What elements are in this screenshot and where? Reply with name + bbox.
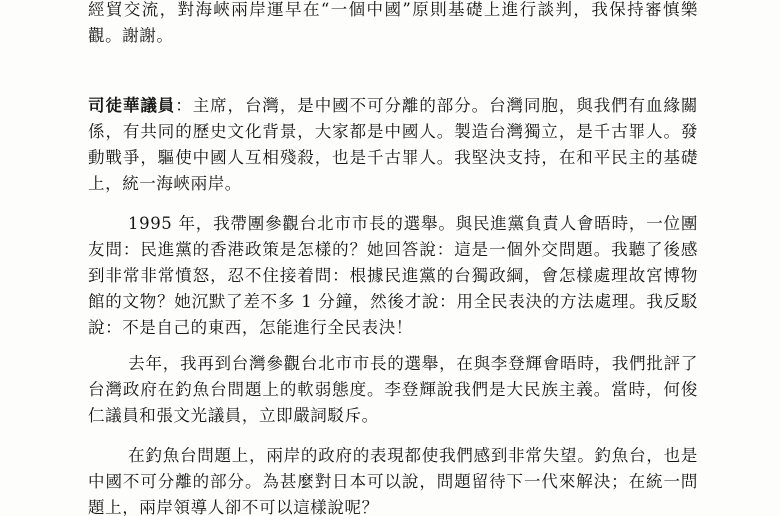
paragraph-diaoyu-issue: [88, 443, 698, 516]
speaker-name: 司徒華議員: [88, 96, 176, 115]
paragraph-last-year-visit: [88, 351, 698, 429]
paragraph-text: 去年，我再到台灣參觀台北市市長的選舉，在與李登輝會晤時，我們批評了台灣政府在釣魚台問題上的軟弱態度。李登輝說我們是大民族主義。當時，何俊仁議員和張文光議員，立即嚴詞駁斥。: [88, 354, 698, 425]
paragraph-1995-visit: [88, 211, 698, 341]
paragraph-text: ：主席，台灣，是中國不可分離的部分。台灣同胞，與我們有血緣關係，有共同的歷史文化背景，大家都是中國人。製造台灣獨立，是千古罪人。發動戰爭，驅使中國人互相殘殺，也是千古罪人。我堅決支持，在和平民主的基礎上，統一海峽兩岸。: [88, 96, 699, 193]
paragraph-closing-remarks: [88, 0, 698, 49]
paragraph-text: 1995 年，我帶團參觀台北市市長的選舉。與民進黨負責人會晤時，一位團友問：民進黨的香港政策是怎樣的？她回答說：這是一個外交問題。我聽了後感到非常非常憤怒，忍不住接着問：根據民進黨的台獨政綱，會怎樣處理故宮博物館的文物？她沉默了差不多 1 分鐘，然後才說：用全民表決的方法處理。我反駁說：不是自己的東西，怎能進行全民表決！: [88, 214, 698, 337]
paragraph-speaker-statement: [88, 93, 698, 197]
paragraph-text: 在釣魚台問題上，兩岸的政府的表現都使我們感到非常失望。釣魚台，也是中國不可分離的部分。為甚麼對日本可以說，問題留待下一代來解決；在統一問題上，兩岸領導人卻不可以這樣說呢？: [88, 446, 698, 516]
paragraph-text: 經貿交流，對海峽兩岸運早在“一個中國”原則基礎上進行談判，我保持審慎樂觀。謝謝。: [88, 0, 698, 45]
